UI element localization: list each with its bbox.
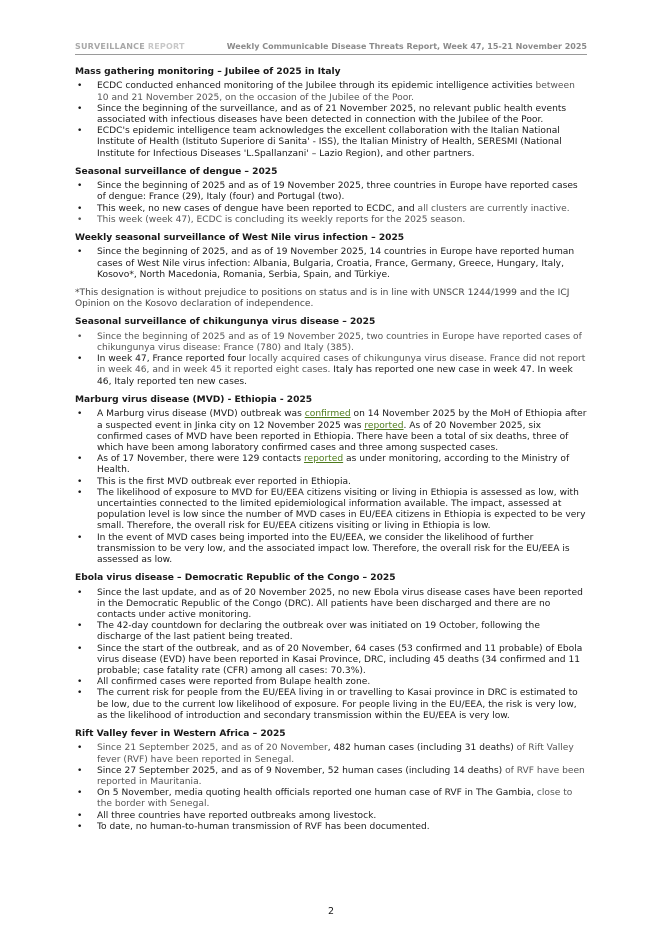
report-body: [75, 67, 587, 840]
section-rift-valley-list: [75, 743, 587, 833]
list-item: • Since the start of the outbreak, and as of 20 November, 64 cases (53 confirmed and 11 probable) of Ebola virus disease (EVD) have been reported in Kasai Province, DRC, including 45 deaths (34 confirmed and 11 probable; case fatality rate (CFR) among all cases: 70.3%).: [75, 644, 587, 678]
report-title: Weekly Communicable Disease Threats Report, Week 47, 15-21 November 2025: [226, 42, 587, 51]
section-marburg-list: [75, 409, 587, 566]
list-item: • All three countries have reported outbreaks among livestock.: [75, 811, 587, 822]
contacts-reported-link[interactable]: reported: [303, 454, 344, 465]
list-item: • The likelihood of exposure to MVD for EU/EEA citizens visiting or living in Ethiopia is assessed as low, with uncertainties connected to the limited epidemiological information available. The impact, assessed at population level is low since the number of MVD cases in EU/EEA citizens in Ethiopia is expected to be very small. Therefore, the overall risk for EU/EEA citizens visiting or living in Ethiopia is low.: [75, 488, 587, 533]
list-item: • ECDC conducted enhanced monitoring of the Jubilee through its epidemic intelligence activities between 10 and 21 November 2025, on the occasion of the Jubilee of the Poor.: [75, 81, 587, 103]
report-label: SURVEILLANCE REPORT: [75, 42, 185, 51]
list-item: • The current risk for people from the EU/EEA living in or travelling to Kasai province in DRC is estimated to be low, due to the current low likelihood of exposure. For people living in the EU/EEA, the risk is very low, as the likelihood of introduction and secondary transmission within the EU/EEA is very low.: [75, 688, 587, 722]
list-item: • Since the beginning of 2025 and as of 19 November 2025, two countries in Europe have reported cases of chikungunya virus disease: France (780) and Italy (385).: [75, 332, 587, 354]
list-item: • This week (week 47), ECDC is concluding its weekly reports for the 2025 season.: [75, 215, 587, 226]
list-item: • On 5 November, media quoting health officials reported one human case of RVF in The Gambia, close to the border with Senegal.: [75, 788, 587, 810]
kosovo-footnote: *This designation is without prejudice to positions on status and is in line with UNSCR 1244/1999 and the ICJ Opinion on the Kosovo declaration of independence.: [75, 288, 570, 310]
reported-link[interactable]: reported: [364, 420, 404, 431]
section-ebola-list: [75, 588, 587, 722]
section-west-nile-list: [75, 247, 587, 281]
list-item: • In the event of MVD cases being imported into the EU/EEA, we consider the likelihood of further transmission to be very low, and the associated impact low. Therefore, the overall risk for the EU/EEA is assessed as low.: [75, 533, 587, 567]
list-item: • All confirmed cases were reported from Bulape health zone.: [75, 677, 587, 688]
list-item: • Since 27 September 2025, and as of 9 November, 52 human cases (including 14 deaths) of RVF have been reported in Mauritania.: [75, 766, 587, 788]
section-chikungunya-list: [75, 332, 587, 388]
section-dengue-list: [75, 181, 587, 226]
list-item: • In week 47, France reported four locally acquired cases of chikungunya virus disease. France did not report in week 46, and in week 45 it reported eight cases. Italy has reported one new case in week 47. In week 46, Italy reported ten new cases.: [75, 354, 587, 388]
section-title-marburg: Marburg virus disease (MVD) - Ethiopia - 2025: [75, 394, 313, 405]
list-item: • ECDC's epidemic intelligence team acknowledges the excellent collaboration with the Italian National Institute of Health (Istituto Superiore di Sanita' - ISS), the Italian Ministry of Health, SERESMI (National Institute for Infectious Diseases 'L.Spallanzani' – Lazio Region), and other partners.: [75, 126, 587, 160]
section-title-rift-valley: Rift Valley fever in Western Africa – 2025: [75, 728, 286, 739]
list-item: • This week, no new cases of dengue have been reported to ECDC, and all clusters are currently inactive.: [75, 204, 587, 215]
list-item: • This is the first MVD outbreak ever reported in Ethiopia.: [75, 477, 587, 488]
list-item: • As of 17 November, there were 129 contacts reported as under monitoring, according to the Ministry of Health.: [75, 454, 587, 476]
list-item: • A Marburg virus disease (MVD) outbreak was confirmed on 14 November 2025 by the MoH of Ethiopia after a suspected event in Jinka city on 12 November 2025 was reported. As of 20 November 2025, six confirmed cases of MVD have been reported in Ethiopia. There have been a total of six deaths, three of which have been among laboratory confirmed cases and three among suspected cases.: [75, 409, 587, 454]
section-title-dengue: Seasonal surveillance of dengue – 2025: [75, 166, 278, 177]
list-item: • Since the last update, and as of 20 November 2025, no new Ebola virus disease cases have been reported in the Democratic Republic of the Congo (DRC). All patients have been discharged and there are no contacts under active monitoring.: [75, 588, 587, 622]
list-item: • Since the beginning of 2025 and as of 19 November 2025, three countries in Europe have reported cases of dengue: France (29), Italy (four) and Portugal (two).: [75, 181, 587, 203]
section-title-chikungunya: Seasonal surveillance of chikungunya virus disease – 2025: [75, 317, 376, 328]
list-item: • To date, no human-to-human transmission of RVF has been documented.: [75, 822, 587, 833]
section-jubilee-list: [75, 81, 587, 159]
list-item: • The 42-day countdown for declaring the outbreak over was initiated on 19 October, following the discharge of the last patient being treated.: [75, 621, 587, 643]
confirmed-link[interactable]: confirmed: [304, 409, 351, 420]
list-item: • Since the beginning of the surveillance, and as of 21 November 2025, no relevant public health events associated with infectious diseases have been detected in connection with the Jubilee of the Poor.: [75, 104, 587, 126]
page-header: [75, 42, 587, 55]
list-item: • Since the beginning of 2025, and as of 19 November 2025, 14 countries in Europe have reported human cases of West Nile virus infection: Albania, Bulgaria, Croatia, France, Germany, Greece, Hungary, Italy, Kosovo*, North Macedonia, Romania, Serbia, Spain, and Türkiye.: [75, 247, 587, 281]
page-number: 2: [327, 906, 335, 917]
section-title-jubilee: Mass gathering monitoring – Jubilee of 2025 in Italy: [75, 67, 341, 77]
section-title-west-nile: Weekly seasonal surveillance of West Nile virus infection – 2025: [75, 233, 405, 244]
section-title-ebola: Ebola virus disease – Democratic Republic of the Congo – 2025: [75, 573, 396, 584]
list-item: • Since 21 September 2025, and as of 20 November, 482 human cases (including 31 deaths) of Rift Valley fever (RVF) have been reported in Senegal.: [75, 743, 587, 765]
